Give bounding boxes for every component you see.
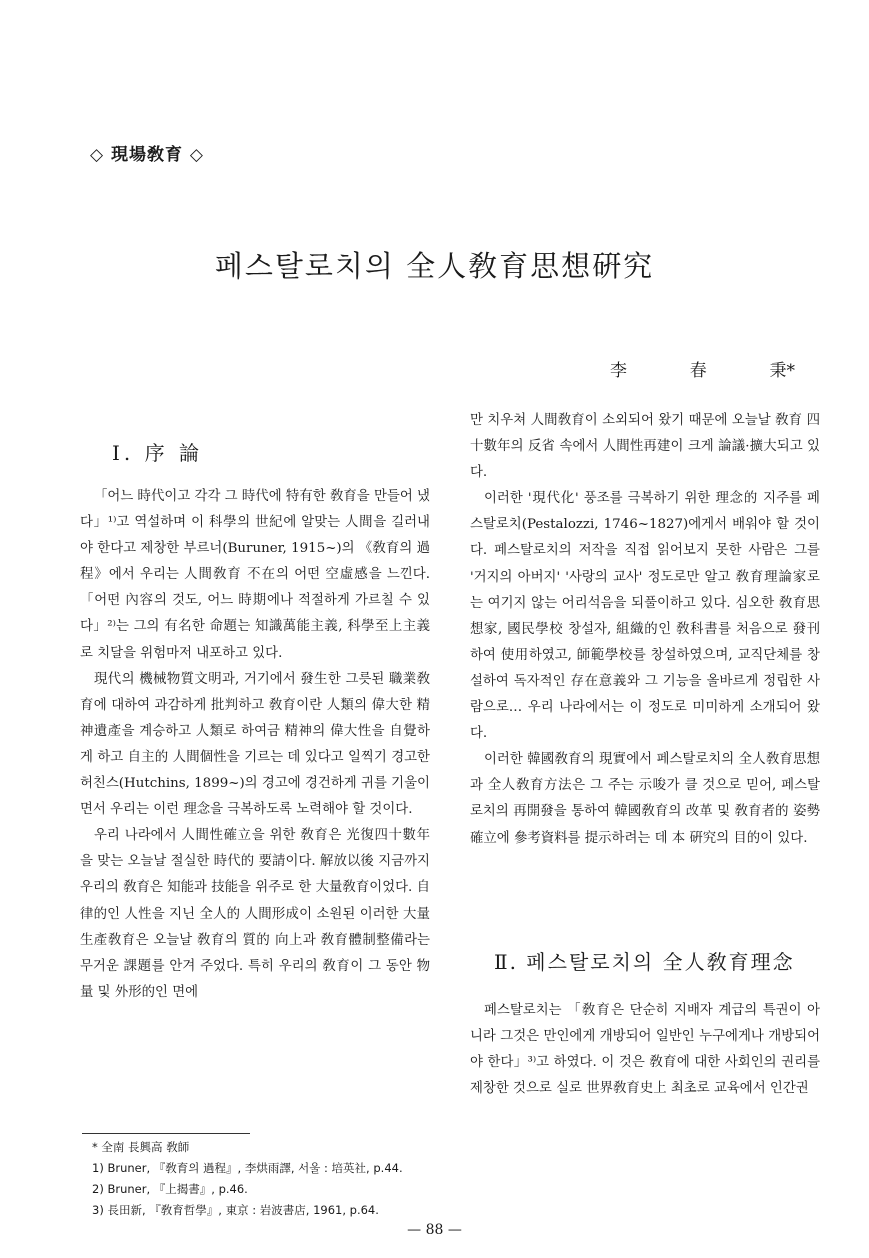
right-column-continued <box>470 998 820 1102</box>
footnote-divider <box>82 1133 250 1134</box>
paper-title: 페스탈로치의 全人敎育思想硏究 <box>214 249 655 283</box>
right-column <box>470 408 820 852</box>
body-paragraph: 「어느 時代이고 각각 그 時代에 特有한 敎育을 만들어 냈다」¹⁾고 역설하며 이 科學의 世紀에 알맞는 人間을 길러내야 한다고 제창한 부르너(Buruner, 1915~)의 《敎育의 過程》에서 우리는 人間敎育 不在의 어떤 空虛感을 느낀다. 「어떤 內容의 것도, 어느 時期에나 적절하게 가르칠 수 있다」²⁾는 그의 有名한 命題는 知識萬能主義, 科學至上主義로 치달을 위험마저 내포하고 있다. <box>80 489 430 661</box>
author-char: 秉* <box>769 361 795 381</box>
footnote: 1) Bruner, 『敎育의 過程』, 李烘雨譯, 서울 : 培英社, p.44. <box>92 1161 403 1175</box>
author-name <box>610 356 795 381</box>
body-paragraph: 페스탈로치는 「敎育은 단순히 지배자 계급의 특권이 아니라 그것은 만인에게 개방되어 일반인 누구에게나 개방되어야 한다」³⁾고 하였다. 이 것은 敎育에 대한 사회인의 권리를 제창한 것으로 실로 世界敎育史上 최초로 교육에서 인간권 <box>470 1003 820 1097</box>
footnote: * 全南 長興高 敎師 <box>92 1140 190 1154</box>
section-heading-ideology: Ⅱ. 페스탈로치의 全人敎育理念 <box>494 950 795 974</box>
body-paragraph: 만 치우쳐 人間敎育이 소외되어 왔기 때문에 오늘날 敎育 四十數年의 反省 속에서 人間性再建이 크게 論議·擴大되고 있다. <box>470 413 820 481</box>
author-char: 春 <box>689 361 707 381</box>
footnotes <box>92 1137 403 1221</box>
footnote: 2) Bruner, 『上揭書』, p.46. <box>92 1182 248 1196</box>
section-tag: ◇ 現場敎育 ◇ <box>90 145 204 165</box>
left-column <box>80 484 430 1006</box>
section-heading-introduction: Ⅰ. 序 論 <box>112 441 203 465</box>
footnote: 3) 長田新, 『敎育哲學』, 東京 : 岩波書店, 1961, p.64. <box>92 1203 379 1217</box>
body-paragraph: 이러한 韓國敎育의 現實에서 페스탈로치의 全人敎育思想과 全人敎育方法은 그 주는 示唆가 클 것으로 믿어, 페스탈로치의 再開發을 통하여 韓國敎育의 改革 및 敎育者的 姿勢確立에 參考資料를 提示하려는 데 本 硏究의 目的이 있다. <box>470 752 820 846</box>
body-paragraph: 이러한 '現代化' 풍조를 극복하기 위한 理念的 지주를 페스탈로치(Pestalozzi, 1746~1827)에게서 배워야 할 것이다. 페스탈로치의 저작을 직접 읽어보지 못한 사람은 그를 '거지의 아버지' '사랑의 교사' 정도로만 알고 敎育理論家로는 여기지 않는 어리석음을 되풀이하고 있다. 심오한 敎育思想家, 國民學校 창설자, 組織的인 敎科書를 처음으로 發刊하여 使用하였고, 師範學校를 창설하였으며, 교직단체를 창설하여 독자적인 存在意義와 그 기능을 올바르게 정립한 사람으로… 우리 나라에서는 이 정도로 미미하게 소개되어 왔다. <box>470 491 820 742</box>
page-number: — 88 — <box>407 1222 462 1238</box>
body-paragraph: 現代의 機械物質文明과, 거기에서 發生한 그릇된 職業敎育에 대하여 과감하게 批判하고 敎育이란 人類의 偉大한 精神遺產을 계승하고 人類로 하여금 精神의 偉大性을 自覺하게 하고 自主的 人間個性을 기르는 데 있다고 일찍기 경고한 허친스(Hutchins, 1899~)의 경고에 경건하게 귀를 기울이면서 우리는 이런 理念을 극복하도록 노력해야 할 것이다. <box>80 671 430 818</box>
author-char: 李 <box>610 361 627 381</box>
body-paragraph: 우리 나라에서 人間性確立을 위한 敎育은 光復四十數年을 맞는 오늘날 절실한 時代的 要請이다. 解放以後 지금까지 우리의 敎育은 知能과 技能을 위주로 한 大量敎育이었다. 自律的인 人性을 지닌 全人的 人間形成이 소원된 이러한 大量生產敎育은 오늘날 敎育의 質的 向上과 敎育體制整備라는 무거운 課題를 안겨 주었다. 특히 우리의 敎育이 그 동안 物量 및 外形的인 면에 <box>80 828 430 1000</box>
